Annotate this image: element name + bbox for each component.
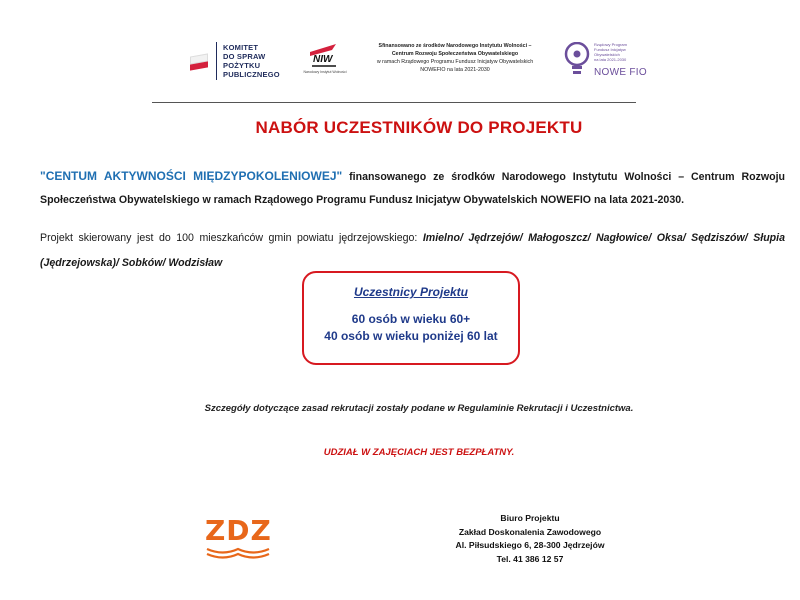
zdz-logo-text: ZDZ (205, 514, 272, 547)
page-title: NABÓR UCZESTNIKÓW DO PROJEKTU (255, 118, 583, 137)
financing-line: w ramach Rządowego Programu Fundusz Inicjatyw Obywatelskich (376, 59, 534, 65)
niw-caption: Narodowy Instytut Wolności (303, 70, 347, 74)
financing-line: Centrum Rozwoju Społeczeństwa Obywatelskiego (391, 51, 519, 57)
participants-line: 60 osób w wieku 60+ (351, 312, 471, 326)
fio-name: NOWE FIO (594, 67, 647, 78)
lightbulb-icon (564, 42, 590, 78)
gminy-list: Imielno/ Jędrzejów/ Małogoszcz/ Nagłowice/ Oksa/ Sędziszów/ Słupia (Jędrzejowska)/ Sobków/ Wodzisław (40, 232, 785, 269)
komitet-logo (190, 40, 280, 82)
zdz-logo (205, 516, 275, 564)
financing-line: Sfinansowano ze środków Narodowego Instytutu Wolności – (378, 43, 532, 49)
office-line: Tel. 41 386 12 57 (496, 553, 564, 564)
open-book-icon (205, 546, 271, 560)
office-line: Al. Piłsudskiego 6, 28-300 Jędrzejów (455, 540, 605, 550)
project-office (440, 512, 620, 566)
fio-small-text (594, 42, 644, 62)
niw-logo (303, 40, 347, 82)
fio-line: Obywatelskich (594, 52, 620, 57)
niw-logo-text: NIW (313, 54, 333, 65)
komitet-logo-text (223, 43, 280, 79)
financing-note (362, 42, 548, 74)
target-paragraph (40, 226, 785, 276)
nowe-fio-logo (562, 42, 652, 82)
header-divider (152, 102, 636, 103)
office-line: Zakład Doskonalenia Zawodowego (458, 526, 602, 537)
fio-line: na lata 2021-2030 (594, 57, 627, 62)
participants-box (302, 271, 520, 365)
participants-title: Uczestnicy Projektu (353, 285, 469, 299)
komitet-line: KOMITET (223, 43, 259, 52)
fio-line: Fundusz Inicjatyw (594, 47, 626, 52)
komitet-line: PUBLICZNEGO (223, 70, 280, 79)
financing-line: NOWEFIO na lata 2021-2030 (420, 67, 490, 73)
komitet-line: DO SPRAW (223, 52, 266, 61)
poland-flag-icon (190, 53, 208, 68)
project-name: "CENTUM AKTYWNOŚCI MIĘDZYPOKOLENIOWEJ" (40, 169, 343, 183)
participants-line: 40 osób w wieku poniżej 60 lat (324, 329, 498, 343)
free-participation-note: UDZIAŁ W ZAJĘCIACH JEST BEZPŁATNY. (323, 447, 515, 458)
intro-paragraph (40, 165, 785, 212)
office-line: Biuro Projektu (500, 513, 560, 523)
intro-text: finansowanego ze środków Narodowego Instytutu Wolności – Centrum Rozwoju Społeczeństwa Obywatelskiego w ramach Rządowego Programu Fundusz Inicjatyw Obywatelskich NOWEFIO na lata 2021-2030. (40, 171, 785, 206)
recruitment-details: Szczegóły dotyczące zasad rekrutacji zostały podane w Regulaminie Rekrutacji i Uczestnictwa. (204, 403, 634, 414)
logo-divider (216, 42, 217, 80)
target-text: Projekt skierowany jest do 100 mieszkańców gmin powiatu jędrzejowskiego: (40, 232, 418, 244)
fio-line: Rządowy Program (594, 42, 627, 47)
komitet-line: POŻYTKU (223, 61, 261, 70)
